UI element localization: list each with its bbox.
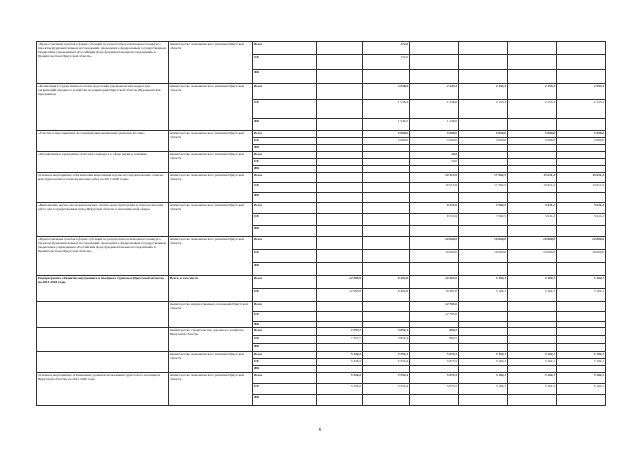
value-cell — [317, 366, 363, 373]
value-cell — [363, 203, 410, 214]
table-row — [37, 173, 606, 183]
value-cell: 2 153,3 — [459, 84, 508, 100]
value-cell — [317, 263, 363, 276]
activity-cell: Основное мероприятие «Повышение уровня использования туристского потенциала Иркутской области» на 2015-2020 годы — [37, 373, 169, 406]
value-cell — [508, 263, 557, 276]
value-cell: 174,0 — [363, 42, 410, 55]
activity-cell — [37, 302, 169, 328]
value-cell — [557, 152, 606, 159]
value-cell: 5 552,4 — [363, 352, 410, 359]
value-cell: 12 793,0 — [410, 312, 459, 322]
value-cell — [459, 42, 508, 55]
value-cell — [508, 145, 557, 152]
value-cell — [410, 145, 459, 152]
table-row — [37, 131, 606, 138]
executor-cell: министерство экономического развития Иркутской области — [169, 352, 253, 373]
value-cell — [557, 55, 606, 70]
value-cell — [557, 159, 606, 166]
value-cell: 5 611,2 — [557, 214, 606, 226]
activity-cell: «Предоставление грантов в форме субсидий по результатам регионального конкурса проектов фундаментальных исследований, проводимого федеральным государственным бюджетным учреждением «Российский фонд фундаментальных исследований» в Правительством Иркутской области» — [37, 42, 169, 84]
value-cell: 5 102,1 — [508, 289, 557, 302]
funding-source-cell: ОБ — [253, 159, 317, 166]
value-cell — [459, 263, 508, 276]
value-cell — [317, 119, 363, 131]
value-cell: 7 257,7 — [317, 336, 363, 344]
value-cell: 9 404,8 — [363, 289, 410, 302]
value-cell — [410, 55, 459, 70]
value-cell: 5 102,1 — [508, 384, 557, 395]
value-cell — [508, 302, 557, 312]
value-cell — [508, 336, 557, 344]
executor-cell: Всего, в том числе — [169, 276, 253, 302]
value-cell — [557, 395, 606, 406]
funding-source-cell: ОБ — [253, 55, 317, 70]
value-cell — [317, 55, 363, 70]
value-cell — [557, 263, 606, 276]
value-cell — [317, 70, 363, 84]
activity-cell — [37, 328, 169, 352]
value-cell: 5 673,5 — [410, 373, 459, 384]
value-cell: 174,0 — [363, 55, 410, 70]
value-cell: 5 552,4 — [363, 373, 410, 384]
funding-source-cell: ФБ — [253, 119, 317, 131]
value-cell: 1 518,4 — [363, 100, 410, 119]
value-cell — [363, 173, 410, 183]
value-cell: 2 433,2 — [410, 84, 459, 100]
value-cell: 5 102,1 — [508, 359, 557, 366]
value-cell — [508, 312, 557, 322]
funding-source-cell: ФБ — [253, 166, 317, 173]
executor-cell: министерство экономического развития Иркутской области — [169, 131, 253, 152]
value-cell — [317, 312, 363, 322]
value-cell: 7 562,5 — [459, 214, 508, 226]
activity-cell: «Выполнение научно-исследовательских, опытно-конструкторских и технологических работ для государственных нужд Иркутской области в экономической сфере» — [37, 203, 169, 237]
table-row — [37, 328, 606, 336]
table-row — [37, 203, 606, 214]
funding-source-cell: Всего — [253, 173, 317, 183]
value-cell — [363, 152, 410, 159]
table-row — [37, 152, 606, 159]
value-cell: 15 611,2 — [508, 173, 557, 183]
value-cell: 5 000,0 — [459, 138, 508, 145]
value-cell — [459, 159, 508, 166]
value-cell: 5 102,1 — [557, 276, 606, 289]
table-row — [37, 237, 606, 250]
activity-cell: Основное мероприятие «Организация выполнения научно-исследовательских, опытно-конструкторских и технологических работ на 2017-2020 годы» — [37, 173, 169, 203]
funding-source-cell: Всего — [253, 42, 317, 55]
value-cell — [317, 214, 363, 226]
value-cell: 5 102,1 — [557, 373, 606, 384]
value-cell: 5 611,2 — [508, 214, 557, 226]
value-cell — [459, 328, 508, 336]
value-cell — [363, 250, 410, 263]
value-cell: 5 611,2 — [508, 203, 557, 214]
funding-source-cell: Всего — [253, 373, 317, 384]
value-cell: 5 000,0 — [363, 131, 410, 138]
value-cell — [459, 344, 508, 352]
value-cell: 10 000,0 — [557, 237, 606, 250]
value-cell: 10,0 — [410, 152, 459, 159]
value-cell — [459, 366, 508, 373]
value-cell: 3 852,4 — [363, 328, 410, 336]
budget-table — [36, 41, 606, 406]
funding-source-cell: ФБ — [253, 395, 317, 406]
value-cell: 15 611,2 — [557, 173, 606, 183]
value-cell: 5 102,1 — [459, 384, 508, 395]
value-cell — [508, 42, 557, 55]
value-cell — [557, 344, 606, 352]
value-cell: 5 102,1 — [459, 359, 508, 366]
value-cell: 5 102,1 — [557, 359, 606, 366]
value-cell — [459, 302, 508, 312]
funding-source-cell: ОБ — [253, 384, 317, 395]
value-cell: 5 673,5 — [410, 359, 459, 366]
value-cell: 10 000,0 — [459, 237, 508, 250]
value-cell: 10 000,0 — [459, 250, 508, 263]
value-cell — [363, 145, 410, 152]
value-cell: 5 102,1 — [557, 289, 606, 302]
funding-source-cell: ОБ — [253, 138, 317, 145]
value-cell — [557, 302, 606, 312]
value-cell — [317, 145, 363, 152]
value-cell — [557, 312, 606, 322]
value-cell: 3 852,4 — [363, 336, 410, 344]
value-cell — [459, 55, 508, 70]
value-cell: 5 552,4 — [363, 384, 410, 395]
executor-cell: министерство экономического развития Иркутской области — [169, 373, 253, 406]
activity-cell: «Организация и проведение областного конкурса в сфере науки и техники» — [37, 152, 169, 173]
activity-cell: «Участие в мероприятиях Ассоциации инновационных регионов России» — [37, 131, 169, 152]
value-cell — [317, 203, 363, 214]
value-cell: 1 236,6 — [410, 100, 459, 119]
value-cell — [317, 395, 363, 406]
activity-cell: Подпрограмма «Развитие внутреннего и въездного туризма в Иркутской области» на 2015-2020 годы — [37, 276, 169, 302]
funding-source-cell: Всего — [253, 203, 317, 214]
value-cell — [363, 226, 410, 237]
value-cell: 7 562,5 — [459, 203, 508, 214]
value-cell — [317, 250, 363, 263]
funding-source-cell: ОБ — [253, 100, 317, 119]
value-cell: 5 102,1 — [459, 352, 508, 359]
value-cell — [557, 166, 606, 173]
value-cell: 5 102,1 — [459, 289, 508, 302]
table-row — [37, 276, 606, 289]
funding-source-cell: ФБ — [253, 263, 317, 276]
value-cell — [557, 119, 606, 131]
value-cell — [317, 138, 363, 145]
value-cell — [459, 152, 508, 159]
value-cell: 5 000,0 — [363, 138, 410, 145]
value-cell: 5 102,1 — [459, 373, 508, 384]
value-cell: 5 000,0 — [410, 138, 459, 145]
value-cell — [459, 166, 508, 173]
value-cell: 12 793,0 — [410, 302, 459, 312]
value-cell — [410, 395, 459, 406]
value-cell — [317, 237, 363, 250]
value-cell — [410, 166, 459, 173]
value-cell — [363, 193, 410, 203]
value-cell — [459, 312, 508, 322]
value-cell: 9 513,9 — [410, 203, 459, 214]
value-cell — [317, 166, 363, 173]
value-cell — [508, 193, 557, 203]
activity-cell: «Предоставление грантов в форме субсидий по результатам регионального конкурса проектов фундаментальных исследований, проводимого федеральным государственным бюджетным учреждением «Российский фонд фундаментальных исследований» и Правительством Иркутской области» — [37, 237, 169, 276]
funding-source-cell: Всего — [253, 131, 317, 138]
value-cell — [508, 166, 557, 173]
funding-source-cell: ФБ — [253, 193, 317, 203]
funding-source-cell: Всего — [253, 328, 317, 336]
value-cell — [508, 70, 557, 84]
value-cell: 2 153,3 — [508, 100, 557, 119]
value-cell: 10 000,0 — [508, 250, 557, 263]
value-cell: 5 102,1 — [459, 276, 508, 289]
funding-source-cell: ФБ — [253, 322, 317, 328]
value-cell — [363, 312, 410, 322]
value-cell: 5 673,5 — [410, 384, 459, 395]
funding-source-cell: ОБ — [253, 312, 317, 322]
value-cell: 5 102,1 — [508, 352, 557, 359]
value-cell — [410, 42, 459, 55]
value-cell: 2 153,3 — [557, 100, 606, 119]
value-cell: 2 153,3 — [508, 84, 557, 100]
value-cell: 17 562,5 — [459, 183, 508, 193]
value-cell — [317, 84, 363, 100]
value-cell: 10 000,0 — [410, 237, 459, 250]
funding-source-cell: Всего — [253, 352, 317, 359]
value-cell — [317, 152, 363, 159]
value-cell: 2 153,3 — [459, 100, 508, 119]
value-cell — [459, 193, 508, 203]
executor-cell: министерство экономического развития Иркутской области — [169, 42, 253, 84]
table-row — [37, 302, 606, 312]
value-cell — [363, 302, 410, 312]
value-cell — [557, 193, 606, 203]
value-cell — [508, 226, 557, 237]
value-cell — [410, 193, 459, 203]
value-cell: 5 000,0 — [508, 138, 557, 145]
value-cell: 19 513,9 — [410, 173, 459, 183]
funding-source-cell: Всего — [253, 152, 317, 159]
value-cell — [317, 183, 363, 193]
value-cell: 800,5 — [410, 328, 459, 336]
value-cell — [508, 395, 557, 406]
value-cell: 5 326,2 — [317, 352, 363, 359]
value-cell: 5 102,1 — [557, 384, 606, 395]
value-cell — [557, 145, 606, 152]
value-cell — [317, 159, 363, 166]
executor-cell: министерство экономического развития Иркутской области — [169, 152, 253, 173]
value-cell — [363, 237, 410, 250]
value-cell: 5 000,0 — [508, 131, 557, 138]
value-cell: 800,5 — [410, 336, 459, 344]
value-cell — [363, 395, 410, 406]
value-cell: 5 102,1 — [508, 276, 557, 289]
value-cell: 15 611,2 — [557, 183, 606, 193]
value-cell: 12 583,9 — [317, 276, 363, 289]
value-cell — [508, 159, 557, 166]
value-cell — [557, 366, 606, 373]
funding-source-cell: ОБ — [253, 250, 317, 263]
value-cell — [410, 226, 459, 237]
value-cell — [410, 70, 459, 84]
value-cell — [459, 226, 508, 237]
executor-cell: министерство экономического развития Иркутской области — [169, 237, 253, 276]
value-cell — [410, 263, 459, 276]
value-cell — [410, 344, 459, 352]
value-cell — [317, 193, 363, 203]
value-cell — [317, 302, 363, 312]
funding-source-cell: Всего — [253, 237, 317, 250]
value-cell: 5 102,1 — [557, 352, 606, 359]
funding-source-cell: Всего — [253, 302, 317, 312]
executor-cell: министерство имущественных отношений Иркутской области — [169, 302, 253, 328]
value-cell: 5 611,2 — [557, 203, 606, 214]
value-cell: 1 236,6 — [410, 119, 459, 131]
value-cell: 10,0 — [410, 159, 459, 166]
activity-cell: «Реализация Государственного плана подготовки управленческих кадров для организаций народного хозяйства на территории Иркутской области (Президентская программа)» — [37, 84, 169, 131]
value-cell — [363, 263, 410, 276]
value-cell — [508, 344, 557, 352]
executor-cell: министерство экономического развития Иркутской области — [169, 84, 253, 131]
value-cell — [508, 366, 557, 373]
funding-source-cell: ФБ — [253, 366, 317, 373]
value-cell — [557, 70, 606, 84]
value-cell — [317, 173, 363, 183]
value-cell: 2 153,3 — [557, 84, 606, 100]
table-row — [37, 352, 606, 359]
value-cell: 19 513,9 — [410, 183, 459, 193]
value-cell: 3 058,6 — [363, 84, 410, 100]
value-cell: 5 673,5 — [410, 352, 459, 359]
value-cell: 7 257,7 — [317, 328, 363, 336]
value-cell — [363, 159, 410, 166]
value-cell: 19 267,0 — [410, 276, 459, 289]
value-cell — [317, 226, 363, 237]
value-cell — [508, 55, 557, 70]
value-cell — [363, 214, 410, 226]
executor-cell: министерство строительства, дорожного хозяйства Иркутской области — [169, 328, 253, 352]
funding-source-cell: ОБ — [253, 359, 317, 366]
value-cell: 5 102,1 — [508, 373, 557, 384]
value-cell: 12 583,9 — [317, 289, 363, 302]
value-cell — [557, 336, 606, 344]
value-cell — [363, 183, 410, 193]
value-cell — [317, 100, 363, 119]
value-cell — [317, 344, 363, 352]
value-cell: 9 404,8 — [363, 276, 410, 289]
value-cell — [363, 344, 410, 352]
value-cell — [459, 70, 508, 84]
value-cell: 5 326,2 — [317, 373, 363, 384]
value-cell: 17 562,5 — [459, 173, 508, 183]
value-cell — [508, 119, 557, 131]
value-cell: 5 000,0 — [557, 138, 606, 145]
funding-source-cell: ОБ — [253, 214, 317, 226]
value-cell: 15 611,2 — [508, 183, 557, 193]
value-cell: 10 000,0 — [410, 250, 459, 263]
value-cell: 9 513,9 — [410, 214, 459, 226]
value-cell: 5 326,2 — [317, 384, 363, 395]
value-cell — [363, 70, 410, 84]
value-cell — [317, 131, 363, 138]
value-cell — [317, 42, 363, 55]
value-cell — [557, 328, 606, 336]
value-cell: 5 000,0 — [557, 131, 606, 138]
table-row — [37, 42, 606, 55]
funding-source-cell: ФБ — [253, 226, 317, 237]
page-number: 6 — [318, 428, 322, 433]
value-cell — [363, 166, 410, 173]
funding-source-cell: ОБ — [253, 183, 317, 193]
table-row — [37, 373, 606, 384]
value-cell — [459, 119, 508, 131]
value-cell — [557, 42, 606, 55]
funding-source-cell: ФБ — [253, 70, 317, 84]
value-cell: 5 326,2 — [317, 359, 363, 366]
table-row — [37, 84, 606, 100]
value-cell — [508, 152, 557, 159]
value-cell: 10 000,0 — [557, 250, 606, 263]
executor-cell: министерство экономического развития Иркутской области — [169, 173, 253, 203]
value-cell: 5 552,4 — [363, 359, 410, 366]
value-cell: 5 000,0 — [410, 131, 459, 138]
value-cell — [508, 328, 557, 336]
value-cell: 5 000,0 — [459, 131, 508, 138]
value-cell — [410, 366, 459, 373]
value-cell — [459, 336, 508, 344]
funding-source-cell: Всего — [253, 84, 317, 100]
funding-source-cell: ФБ — [253, 145, 317, 152]
value-cell: 19 267,0 — [410, 289, 459, 302]
executor-cell: министерство экономического развития Иркутской области — [169, 203, 253, 237]
value-cell — [459, 395, 508, 406]
funding-source-cell: ОБ — [253, 289, 317, 302]
funding-source-cell: ОБ — [253, 336, 317, 344]
value-cell — [363, 366, 410, 373]
activity-cell — [37, 352, 169, 373]
value-cell: 10 000,0 — [508, 237, 557, 250]
value-cell: 1 540,2 — [363, 119, 410, 131]
funding-source-cell: Всего — [253, 276, 317, 289]
value-cell — [459, 145, 508, 152]
funding-source-cell: ФБ — [253, 344, 317, 352]
value-cell — [557, 226, 606, 237]
